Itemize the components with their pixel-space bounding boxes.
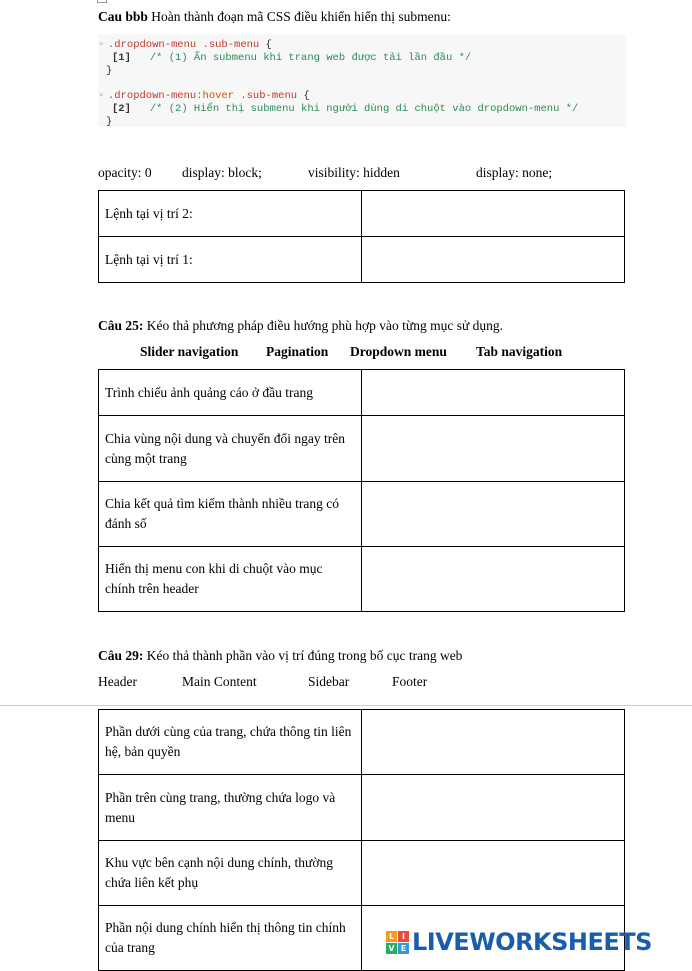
code-line-5: [2] /* (2) Hiển thị submenu khi người dùng di chuột vào dropdown-menu */ xyxy=(112,103,579,115)
question-label: Câu 25: xyxy=(98,318,144,333)
table-row xyxy=(99,416,625,482)
table-row xyxy=(99,237,625,283)
blank-slot-2: [2] xyxy=(112,103,131,115)
option-opacity-0[interactable]: opacity: 0 xyxy=(98,165,152,180)
row-prompt: Phần nội dung chính hiển thị thông tin chính của trang xyxy=(99,906,362,971)
question-label: Cau bbb xyxy=(98,9,148,24)
drop-zone[interactable] xyxy=(361,370,624,416)
option-dropdown-menu[interactable]: Dropdown menu xyxy=(350,344,447,359)
option-visibility-hidden[interactable]: visibility: hidden xyxy=(308,165,400,180)
option-display-block[interactable]: display: block; xyxy=(182,165,262,180)
option-slider-navigation[interactable]: Slider navigation xyxy=(140,344,239,359)
table-row xyxy=(99,482,625,547)
option-main-content[interactable]: Main Content xyxy=(182,674,257,689)
row-prompt: Chia kết quả tìm kiếm thành nhiều trang có đánh số xyxy=(99,482,362,547)
table-row xyxy=(99,710,625,775)
code-line-4: ▫ .dropdown-menu:hover .sub-menu { xyxy=(98,90,310,102)
option-footer[interactable]: Footer xyxy=(392,674,428,689)
question-text: Kéo thả phương pháp điều hướng phù hợp vào từng mục sử dụng. xyxy=(143,318,504,333)
drop-zone[interactable] xyxy=(361,547,624,612)
option-pagination[interactable]: Pagination xyxy=(266,344,329,359)
row-prompt: Chia vùng nội dung và chuyển đổi ngay trên cùng một trang xyxy=(99,416,362,482)
row-prompt: Phần dưới cùng của trang, chứa thông tin liên hệ, bản quyền xyxy=(99,710,362,775)
liveworksheets-wordmark: LIVEWORKSHEETS xyxy=(412,928,652,956)
answer-table-q1 xyxy=(98,190,625,283)
drop-zone[interactable] xyxy=(361,710,624,775)
question-text: Kéo thả thành phần vào vị trí đúng trong bố cục trang web xyxy=(143,648,463,663)
drop-zone[interactable] xyxy=(361,191,624,237)
answer-table-q25 xyxy=(98,369,625,612)
code-line-1: ▫ .dropdown-menu .sub-menu { xyxy=(98,39,272,51)
row-prompt: Trình chiếu ảnh quảng cáo ở đầu trang xyxy=(99,370,362,416)
blank-slot-1: [1] xyxy=(112,52,131,64)
table-row xyxy=(99,775,625,841)
liveworksheets-logo xyxy=(386,928,652,956)
page-break-divider xyxy=(0,705,692,706)
code-line-2: [1] /* (1) Ẩn submenu khi trang web được tải lần đầu */ xyxy=(112,52,472,64)
drop-zone[interactable] xyxy=(361,416,624,482)
option-header[interactable]: Header xyxy=(98,674,137,689)
question-25 xyxy=(98,318,503,334)
row-prompt: Khu vực bên cạnh nội dung chính, thường chứa liên kết phụ xyxy=(99,841,362,906)
code-line-6: } xyxy=(106,116,113,128)
css-code-block xyxy=(98,34,626,127)
question-29 xyxy=(98,648,462,664)
drop-zone[interactable] xyxy=(361,775,624,841)
table-row xyxy=(99,547,625,612)
option-display-none[interactable]: display: none; xyxy=(476,165,553,180)
option-sidebar[interactable]: Sidebar xyxy=(308,674,350,689)
row-prompt: Lệnh tại vị trí 1: xyxy=(99,237,362,283)
question-label: Câu 29: xyxy=(98,648,144,663)
table-row xyxy=(99,841,625,906)
liveworksheets-logo-icon: L I V E xyxy=(386,931,409,954)
drop-zone[interactable] xyxy=(361,237,624,283)
question-cau-bbb xyxy=(98,9,451,25)
code-line-3: } xyxy=(106,65,113,77)
row-prompt: Hiển thị menu con khi di chuột vào mục chính trên header xyxy=(99,547,362,612)
row-prompt: Phần trên cùng trang, thường chứa logo và menu xyxy=(99,775,362,841)
option-tab-navigation[interactable]: Tab navigation xyxy=(476,344,563,359)
table-row xyxy=(99,191,625,237)
drop-zone[interactable] xyxy=(361,841,624,906)
question-text: Hoàn thành đoạn mã CSS điều khiển hiển thị submenu: xyxy=(147,9,451,24)
row-prompt: Lệnh tại vị trí 2: xyxy=(99,191,362,237)
table-row xyxy=(99,370,625,416)
drop-zone[interactable] xyxy=(361,482,624,547)
page-corner-mark xyxy=(97,0,107,3)
